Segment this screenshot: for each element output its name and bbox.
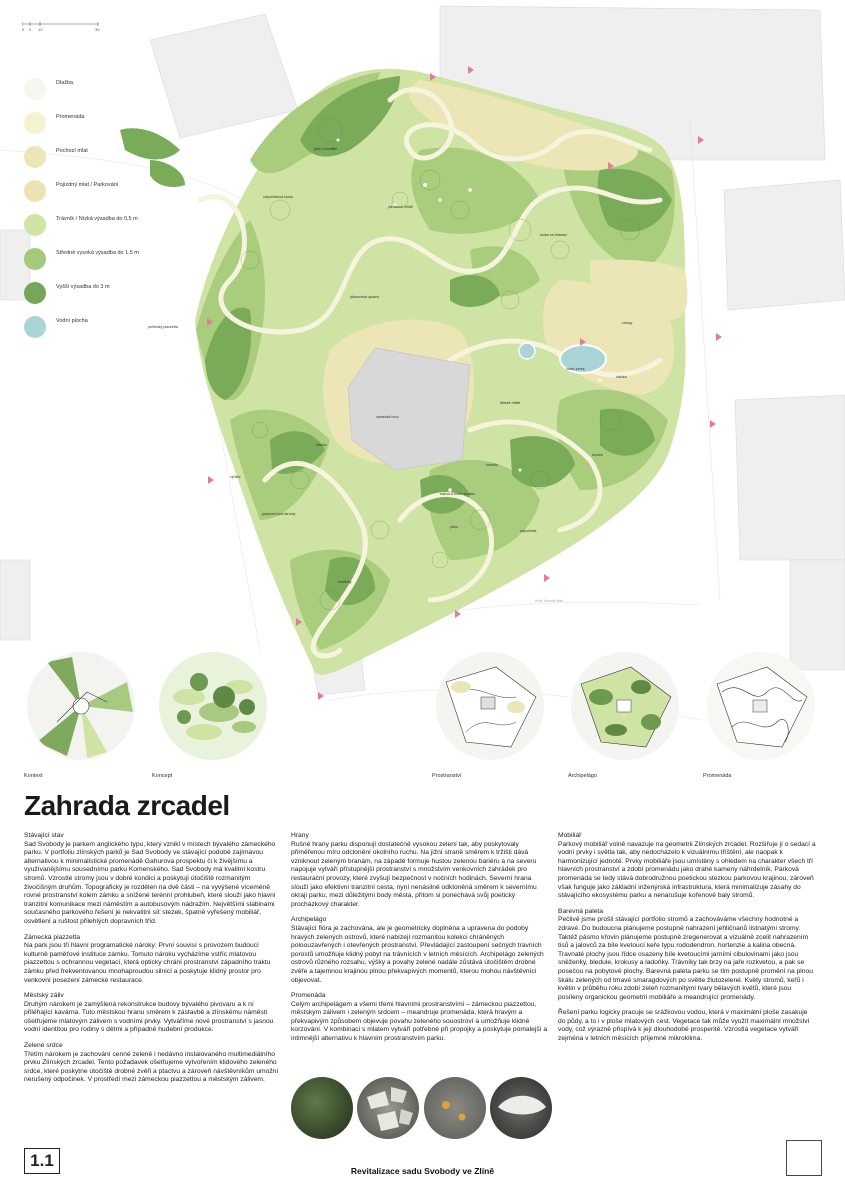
section bbox=[558, 908, 816, 1003]
map-caption: výhled bbox=[230, 475, 241, 479]
archipelago-diagram bbox=[571, 652, 679, 760]
section-body: Na park jsou tři hlavní programatické nároky: První souvisí s provozem budoucí kulturně paměťové instituce zámku. Tomuto nároku vycházíme vstříc mlatovou piazzettou s ochrannou vegetací, která opticky chrání prostranství západního traktu zámku před frekventovanou mnohaproudou silnicí a poskytuje klidný prostor pro venkovní posezení zámecké restaurace. bbox=[24, 942, 271, 984]
map-caption: pítko bbox=[450, 525, 458, 529]
water-fountain bbox=[519, 343, 535, 359]
legend-label: Vodní plocha bbox=[56, 318, 88, 324]
legend-label: Dlažba bbox=[56, 80, 74, 86]
map-caption: krmítko bbox=[486, 463, 498, 467]
map-caption: piknikové hřiště bbox=[388, 205, 413, 209]
kontext-diagram bbox=[27, 652, 135, 760]
section-body: Stávající flóra je zachována, ale je geometricky doplněna a upravena do podoby hravých zelených ostrovů, které nabízejí rozmanitou kolekci chráněných poloouzavřených i otevřených prostranství. Převládající zastoupení sečných travních porostů umožňuje klidný pobyt na trávnících v letních měsících. Archipelágo zelených ostrovů různého rozsahu, výšky a povahy zelené nadále zůstává útočištěm drobné zvěře a tajemnou krajinou plnou překvapivých momentů, kterou mohou návštěvníci objevovat. bbox=[291, 924, 544, 984]
thumbnail-label: Kontext bbox=[24, 773, 43, 779]
section-body: Sad Svobody je parkem anglického typu, který vznikl v místech bývalého zámeckého parku. V portfoliu zlínských parků je Sad Svobody ve stávající podobě zajímavou alternativou k minimalistické promenádě Gahurova prospektu či k živějšímu a využívanějšímu sousednímu parku Komenského. Sad Svobody má kvalitní kostru stromů. Vzrostlé stromy jsou v dobré kondici a poskytují útočiště rozmanitým živočišným druhům. Topograficky je rozdělen na dvě části – na vyvýšené víceméně rovné prostranství kolem zámku a snížené terénní prohlubeň, které slouží jako hlavní tranzitní komunikace mezi náměstím a autobusovým nádražím. Největšími slabinami současného parkového řešení je nekvalitní síť stezek, špatně vyřešený mobiliář, osvětlení a ruštost přilehlých dopravních tříd. bbox=[24, 840, 276, 925]
map-caption: dvorek bbox=[592, 453, 603, 457]
legend-swatch bbox=[24, 78, 46, 100]
section-heading: Promenáda bbox=[291, 992, 326, 1000]
section bbox=[291, 916, 549, 985]
legend-item bbox=[24, 282, 164, 316]
legend-label: Promenáda bbox=[56, 114, 85, 120]
legend-swatch bbox=[24, 316, 46, 338]
prostranstvi-diagram bbox=[436, 652, 544, 760]
paving-stones bbox=[357, 1077, 419, 1139]
map-caption: poltreský piazzetta bbox=[148, 325, 178, 329]
legend-swatch bbox=[24, 146, 46, 168]
text-column-1 bbox=[24, 832, 282, 1092]
map-caption: ptačí hnízdiště bbox=[314, 147, 338, 151]
map-caption: zámecká hora bbox=[376, 415, 399, 419]
photo-vegetation bbox=[291, 1077, 353, 1139]
section bbox=[291, 832, 549, 909]
thumbnail-label: Archipelágo bbox=[568, 773, 598, 779]
scale-tick: 5 bbox=[29, 27, 32, 32]
thumbnail-label: Koncept bbox=[152, 773, 173, 779]
map-caption: vodní prvek bbox=[566, 367, 585, 371]
legend-swatch bbox=[24, 214, 46, 236]
legend-swatch bbox=[24, 282, 46, 304]
map-caption: kašna a vodní zrcadlo bbox=[440, 492, 475, 496]
legend-swatch bbox=[24, 112, 46, 134]
section bbox=[24, 1042, 282, 1085]
map-caption: odpočinek bbox=[520, 529, 537, 533]
section bbox=[24, 832, 282, 927]
legend-item bbox=[24, 180, 164, 214]
map-caption: posezení pod stromy bbox=[262, 512, 296, 516]
section-heading: Stávající stav bbox=[24, 832, 64, 839]
scale-tick: 0 bbox=[22, 27, 25, 32]
map-caption: ostrůvky bbox=[338, 580, 352, 584]
section-body: Pečlivě jsme prošli stávající portfolio stromů a zachováváme všechny hodnotné a zdravé. Do budoucna plánujeme postupné nahrazení jehličnanů listnatými stromy. Taktéž pásmo křovin plánujeme postupně zregenerovat a vizuálně zcelit nahrazením tisů a jalovců za bíle kvetoucí keře typu rododendron, hortenzie a kalina obecná. Travnaté plochy jsou řídce osazeny bíle kvetoucími jarními cibulovinami jako jsou sněženky, bledule, krokusy a ladoňky. Trávníky tak brzy na jaře rozkvetou, a pak se posečou na pobytové plochy. Barevná paleta parku se tím postupně promění na plnou škálu zelených od tmavé smaragdových po světle žlutozelené. Květy stromů, keřů i květin v průběhu roku zdobí zeleň rozmanitými tvary bělavých květů, které jsou posíleny organickou geometrií mobiliáře a meandrující promenády. bbox=[558, 916, 813, 1001]
map-caption: dětské hřiště bbox=[500, 401, 521, 405]
thumbnail-archipelago bbox=[571, 652, 679, 760]
legend-item bbox=[24, 316, 164, 350]
legend-item bbox=[24, 248, 164, 282]
section bbox=[291, 992, 549, 1044]
section-heading: Zelené srdce bbox=[24, 1042, 63, 1050]
section-body: Rušné hrany parku disponují dostatečně vysokou zelení tak, aby poskytovaly přiměřenou míru odclonění okolního ruchu. Na jižní straně směrem k tržišti dává vzniknout zeleným branám, na západě formuje hustou zelenou bariéru a na severu napojuje vytváří přístupnější prostranství s množstvím venkovních zahrádek pro restaurační provozy, které zvyšují bezpečnost v nočních hodinách. Severní hrana slouží jako efektivní tranzitní cesta, nyní nenásilně odkloněná směrem k severnímu okraji parku, mezi důležitými body města, přitom si ponechává svůj poetický procházkový charakter. bbox=[291, 840, 537, 908]
section-body: Parkový mobiliář volně navazuje na geometrii Zlínských zrcadel. Rozšiřuje jí o sedací a vodní prvky i světla tak, aby nedocházelo k vizuálnímu tříštění, ale naopak k harmonizující jednotě. Prvky mobiliáře jsou umístěny s ohledem na charakter všech tří hlavních prostranství a zdobí promenádu jako drahé kameny náhrdelník. Parková promenáda se tedy stává dobrodružnou poetickou stezkou parkovou krajinou, zároveň však funguje jako základní inženýrská infrastruktura, která minimalizuje zásahy do stávajícího ekosystému parku a nenarušuje kořenové baly stromů. bbox=[558, 840, 816, 900]
legend-item bbox=[24, 214, 164, 248]
section bbox=[558, 1009, 816, 1043]
section-heading: Zámecká piazzetta bbox=[24, 933, 81, 941]
section-heading: Barevná paleta bbox=[558, 907, 603, 915]
section bbox=[558, 832, 816, 901]
legend-label: Pojízdný mlat / Parkování bbox=[56, 182, 119, 188]
map-caption: odpočinková louka bbox=[263, 195, 293, 199]
legend-swatch bbox=[24, 180, 46, 202]
page-number: 1.1 bbox=[24, 1148, 60, 1174]
legend-label: Vyšší výsadba do 3 m bbox=[56, 284, 110, 290]
promenada-diagram bbox=[707, 652, 815, 760]
blank-frame bbox=[786, 1140, 822, 1176]
footer-title: Revitalizace sadu Svobody ve Zlíně bbox=[350, 1166, 495, 1176]
legend-label: Pochozí mlat bbox=[56, 148, 88, 154]
legend-item bbox=[24, 146, 164, 180]
text-column-2 bbox=[291, 832, 549, 1051]
thumbnail-label: Promenáda bbox=[703, 773, 732, 779]
scale-tick: 30 bbox=[95, 27, 100, 32]
section-heading: Hrany bbox=[291, 832, 309, 839]
map-caption: stavba bbox=[316, 443, 327, 447]
section-heading: Archipelágo bbox=[291, 916, 327, 924]
section-body: Celým archipelágem a všemi třemi hlavními prostranstvími – zámeckou piazzettou, městským zálivem i zeleným srdcem – meandruje promenáda, která hravým a překvapivým způsobem objevuje povahu zeleného souostroví a umožňuje klidné korzování. V kombinaci s mlatem vytváří potřebné při propojky a poskytuje pomalejší a intimnější alternativu k hlavním prostranstvím parku. bbox=[291, 1000, 548, 1043]
photo-mirror bbox=[490, 1077, 552, 1139]
map-caption: louka na relaxaci bbox=[540, 233, 567, 237]
legend-label: Středně vysoká výsadba do 1,5 m bbox=[56, 250, 139, 256]
thumbnail-kontext bbox=[27, 652, 135, 760]
koncept-diagram bbox=[159, 652, 267, 760]
map-caption: plánovaná úprava bbox=[350, 295, 379, 299]
gravel-detail bbox=[424, 1077, 486, 1139]
legend-item bbox=[24, 78, 164, 112]
photo-gravel bbox=[424, 1077, 486, 1139]
legend-item bbox=[24, 112, 164, 146]
section bbox=[24, 934, 282, 986]
scale-tick: 10 bbox=[38, 27, 43, 32]
thumbnail-prostranstvi bbox=[436, 652, 544, 760]
legend-label: Trávník / Nízká výsadba do 0,5 m bbox=[56, 216, 138, 222]
thumbnail-label: Prostranství bbox=[432, 773, 462, 779]
map-caption: zátoka bbox=[616, 375, 627, 379]
map-caption: vstupy bbox=[622, 321, 633, 325]
section-body: Druhým nárokem je zamýšlená rekonstrukce budovy bývalého pivovaru a k ní přiléhající kavárna. Tuto městskou hranu směrem k zástavbě a zlínskému náměstí ošetřujeme mlatovým zálivem s vodními prvky. Vytváříme nové prostranství s jasnou vodní identitou pro rodiny s dětmi a případné hudební produkce. bbox=[24, 1000, 274, 1034]
section-body: Třetím nárokem je zachování cenné zeleně i nedávno instalovaného multimediálního prvku Zlínských zrcadel. Tento požadavek ošetřujeme vytvořením klidového zeleného srdce, které poskytne útočiště drobné zvěři a ptactvu a zároveň návštěvníkům umožní nerušený odpočinek. V prostředí mezi zámeckou piazzettou a městským zálivem. bbox=[24, 1050, 279, 1084]
street-name: třída Tomáše Bati bbox=[535, 599, 563, 603]
page-title: Zahrada zrcadel bbox=[24, 790, 230, 821]
section-body: Řešení parku logicky pracuje se srážkovou vodou, která v maximální ploše zasakuje do půdy, a to i v ploše mlatových cest. Vegetace tak může využít maximální množství vody, což výrazně přispívá k její dlouhodobé prosperitě. Vzrostlá vegetace vytváří zejména v letních měsících příjemné mikroklima. bbox=[558, 1009, 810, 1043]
legend-swatch bbox=[24, 248, 46, 270]
section bbox=[24, 992, 282, 1035]
mirror-detail bbox=[490, 1077, 552, 1139]
section-heading: Městský záliv bbox=[24, 992, 64, 1000]
text-column-3 bbox=[558, 832, 816, 1051]
section-heading: Mobiliář bbox=[558, 832, 582, 839]
thumbnail-koncept bbox=[159, 652, 267, 760]
photo-paving bbox=[357, 1077, 419, 1139]
legend bbox=[24, 78, 164, 350]
thumbnail-promenada bbox=[707, 652, 815, 760]
